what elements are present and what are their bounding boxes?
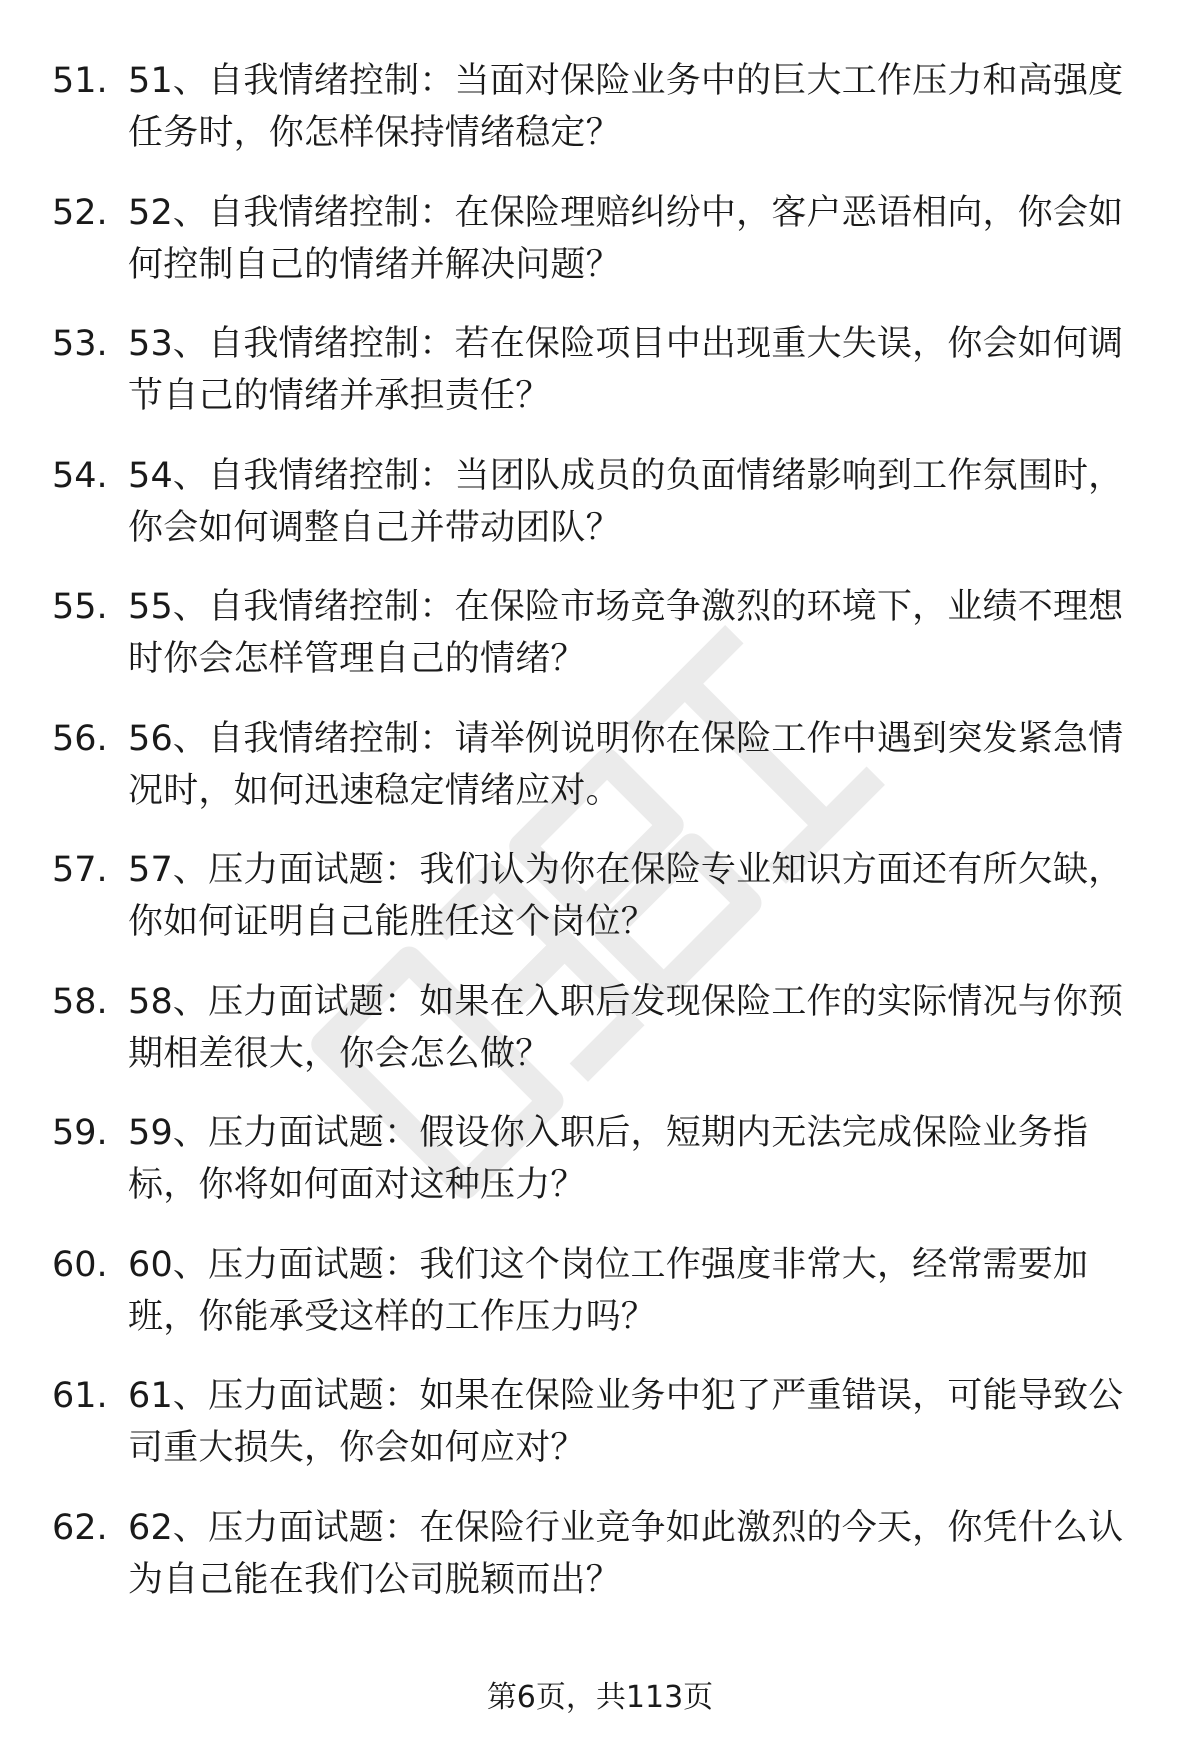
- question-number: 58.: [52, 981, 108, 1022]
- list-item: [0, 976, 1200, 1108]
- list-item: [0, 450, 1200, 582]
- list-item: [0, 1239, 1200, 1371]
- list-item: [0, 187, 1200, 319]
- question-text: 55、自我情绪控制：在保险市场竞争激烈的环境下，业绩不理想时你会怎样管理自己的情绪？: [128, 587, 1124, 679]
- question-text: 57、压力面试题：我们认为你在保险专业知识方面还有所欠缺，你如何证明自己能胜任这个岗位？: [128, 850, 1124, 942]
- question-text: 59、压力面试题：假设你入职后，短期内无法完成保险业务指标，你将如何面对这种压力？: [128, 1113, 1089, 1205]
- list-item: [0, 844, 1200, 976]
- list-item: [0, 1370, 1200, 1502]
- list-item: [0, 318, 1200, 450]
- question-number: 52.: [52, 192, 108, 233]
- question-text: 62、压力面试题：在保险行业竞争如此激烈的今天，你凭什么认为自己能在我们公司脱颖而出？: [128, 1507, 1124, 1600]
- question-text: 58、压力面试题：如果在入职后发现保险工作的实际情况与你预期相差很大，你会怎么做？: [128, 981, 1124, 1074]
- question-number: 55.: [52, 587, 108, 627]
- question-text: 52、自我情绪控制：在保险理赔纠纷中，客户恶语相向，你会如何控制自己的情绪并解决问题？: [128, 192, 1124, 285]
- list-item: [0, 1502, 1200, 1634]
- question-number: 61.: [52, 1376, 108, 1416]
- question-text: 54、自我情绪控制：当团队成员的负面情绪影响到工作氛围时，你会如何调整自己并带动团队？: [128, 455, 1124, 548]
- list-item: [0, 581, 1200, 713]
- question-number: 59.: [52, 1113, 108, 1153]
- question-list: [0, 55, 1200, 1633]
- question-text: 60、压力面试题：我们这个岗位工作强度非常大，经常需要加班，你能承受这样的工作压力吗？: [128, 1244, 1089, 1337]
- question-number: 60.: [52, 1244, 108, 1285]
- question-text: 61、压力面试题：如果在保险业务中犯了严重错误，可能导致公司重大损失，你会如何应对？: [128, 1376, 1124, 1468]
- list-item: [0, 1107, 1200, 1239]
- question-number: 53.: [52, 324, 108, 364]
- question-number: 54.: [52, 455, 108, 496]
- page-footer: 第6页，共113页: [486, 1680, 714, 1715]
- question-text: 51、自我情绪控制：当面对保险业务中的巨大工作压力和高强度任务时，你怎样保持情绪稳定？: [128, 61, 1124, 153]
- question-number: 56.: [52, 718, 108, 759]
- question-number: 51.: [52, 61, 108, 101]
- question-number: 62.: [52, 1507, 108, 1548]
- question-number: 57.: [52, 850, 108, 890]
- list-item: [0, 713, 1200, 845]
- list-item: [0, 55, 1200, 187]
- question-text: 56、自我情绪控制：请举例说明你在保险工作中遇到突发紧急情况时，如何迅速稳定情绪应对。: [128, 718, 1124, 811]
- question-text: 53、自我情绪控制：若在保险项目中出现重大失误，你会如何调节自己的情绪并承担责任？: [128, 324, 1124, 416]
